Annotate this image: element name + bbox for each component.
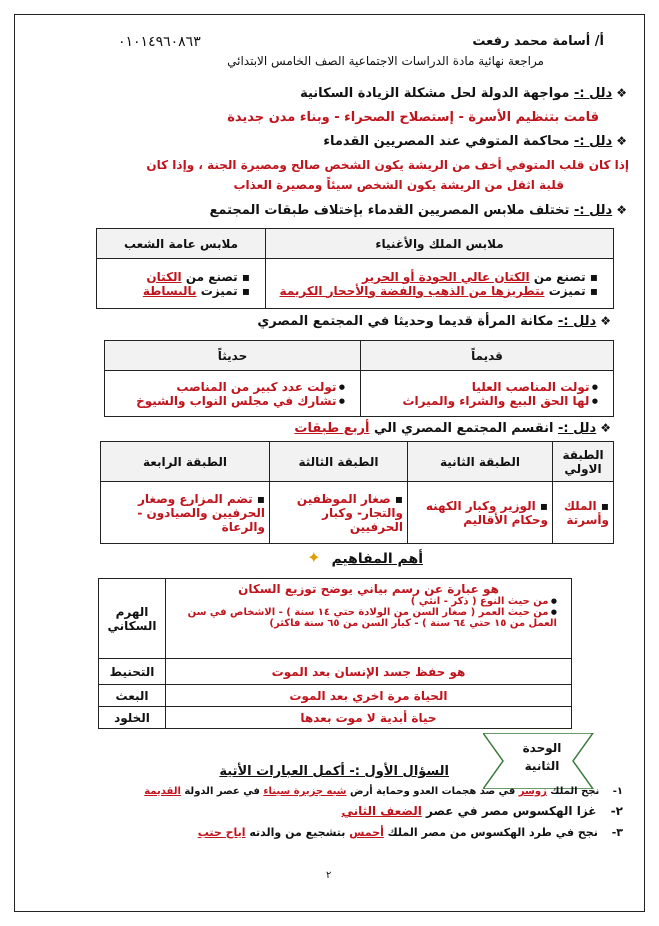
pyramid-definition: هو عبارة عن رسم بياني يوضح توزيع السكان <box>238 582 499 596</box>
clothes-header-kings: ملابس الملك والأغنياء <box>266 229 614 259</box>
question-3: ٣- نجح في طرد الهكسوس من مصر الملك أحمس بتشجيع من والدته اياح حتب <box>197 826 623 839</box>
mummy-definition: هو حفظ جسد الإنسان بعد الموت <box>166 659 572 685</box>
diamond-bullet-icon: ❖ <box>616 203 627 217</box>
teacher-name: أ/ أسامة محمد رفعت <box>472 34 604 49</box>
section1-prefix: دلل :- <box>573 86 613 101</box>
class3-cell: ▪ صغار الموظفين والتجار- وكبار الحرفيين <box>270 482 408 544</box>
page-number: ٢ <box>326 870 332 881</box>
diamond-bullet-icon: ❖ <box>616 134 627 148</box>
list-item: ● لها الحق البيع والشراء والميراث <box>362 394 598 408</box>
class2-header: الطبقة الثانية <box>408 442 553 482</box>
section5-question-text: انقسم المجتمع المصري الي <box>369 421 554 436</box>
question-2: ٢- غزا الهكسوس مصر في عصر الضعف الثاني <box>341 804 623 818</box>
class4-cell: ▪ تضم المزارع وصغار الحرفيين والصيادون - والرعاة <box>101 482 270 544</box>
compass-star-icon: ✦ <box>307 548 321 567</box>
section1-question <box>300 86 627 101</box>
class3-header: الطبقة الثالثة <box>270 442 408 482</box>
list-item: ● من حيث العمر ( صغار السن من الولادة حتي ١٤ سنة ) - الاشخاص في سن العمل من ١٥ حتي ٦٤ سنة ) - كبار السن من ٦٥ سنة فاكثر) <box>170 607 557 629</box>
section2-prefix: دلل :- <box>573 134 613 149</box>
women-new-cell <box>105 371 361 417</box>
list-item: ▪ تميزت بتطريزها من الذهب والفضة والأحجار الكريمة <box>267 284 598 298</box>
section2-answer-line2: قلبة اثقل من الريشة يكون الشخص سيئاً ومصيرة العذاب <box>233 178 564 192</box>
class1-header: الطبقة الاولي <box>553 442 614 482</box>
eternity-definition: حياة أبدية لا موت بعدها <box>166 707 572 729</box>
section3-prefix: دلل :- <box>573 203 613 218</box>
section4-prefix: دلل :- <box>557 314 597 329</box>
women-table <box>104 340 614 417</box>
class4-header: الطبقة الرابعة <box>101 442 270 482</box>
diamond-bullet-icon: ❖ <box>600 421 611 435</box>
list-item: ▪ تصنع من الكتان <box>98 270 250 284</box>
phone-number: ٠١٠١٤٩٦٠٨٦٣ <box>118 34 201 50</box>
question-2-number: ٢- <box>610 804 623 818</box>
section4-question <box>257 314 611 329</box>
section2-answer-line1: إذا كان قلب المتوفي أخف من الريشة يكون الشخص صالح ومصيرة الجنة ، وإذا كان <box>146 158 629 172</box>
list-item: ● تولت عدد كبير من المناصب <box>106 380 345 394</box>
section3-question <box>210 203 627 218</box>
question-1-number: ١- <box>612 786 623 797</box>
women-header-new: حديثاً <box>105 341 361 371</box>
section5-question-red: أربع طبقات <box>294 421 370 436</box>
section4-question-text: مكانة المرأة قديما وحديثا في المجتمع المصري <box>257 314 554 329</box>
eternity-term: الخلود <box>99 707 166 729</box>
resurrection-definition: الحياة مرة اخري بعد الموت <box>166 685 572 707</box>
section3-question-text: تختلف ملابس المصريين القدماء بإختلاف طبقات المجتمع <box>209 203 570 218</box>
section5-prefix: دلل :- <box>557 421 597 436</box>
women-old-cell <box>361 371 614 417</box>
list-item: ▪ تصنع من الكتان عالي الجودة أو الحرير <box>267 270 598 284</box>
unit2-label-box <box>483 733 601 789</box>
section2-question-text: محاكمة المتوفي عند المصريين القدماء <box>323 134 570 149</box>
resurrection-term: البعث <box>99 685 166 707</box>
list-item: ● تولت المناصب العليا <box>362 380 598 394</box>
list-item: ● من حيث النوع ( ذكر - انثي ) <box>170 596 557 607</box>
class2-cell: ▪ الوزير وكبار الكهنه وحكام الأقاليم <box>408 482 553 544</box>
pyramid-term: الهرم السكاني <box>99 579 166 659</box>
section1-question-text: مواجهة الدولة لحل مشكلة الزيادة السكانية <box>300 86 570 101</box>
list-item: ▪ تميزت بالبساطة <box>98 284 250 298</box>
unit2-label: الوحدة الثانية <box>522 741 562 773</box>
list-item: ● تشارك في مجلس النواب والشيوخ <box>106 394 345 408</box>
classes-table <box>100 441 614 544</box>
question-3-number: ٣- <box>611 826 623 839</box>
clothes-header-common: ملابس عامة الشعب <box>97 229 266 259</box>
mummy-term: التحنيط <box>99 659 166 685</box>
clothes-table <box>96 228 614 309</box>
class1-cell: ▪ الملك وأسرتة <box>553 482 614 544</box>
concepts-title: أهم المفاهيم ✦ <box>307 548 423 567</box>
section1-answer: قامت بتنظيم الأسرة - إستصلاح الصحراء - وبناء مدن جديدة <box>227 110 599 125</box>
clothes-kings-cell <box>266 259 614 309</box>
section5-question <box>294 421 611 436</box>
clothes-common-cell <box>97 259 266 309</box>
question-1: ١- نجح الملك زوسر في صد هجمات العدو وحماية أرض شبه جزيرة سيناء في عصر الدولة القديمة <box>144 786 623 797</box>
concepts-table <box>98 578 572 729</box>
page-subtitle: مراجعة نهائية مادة الدراسات الاجتماعية الصف الخامس الابتدائي <box>227 54 544 68</box>
diamond-bullet-icon: ❖ <box>616 86 627 100</box>
section2-question <box>323 134 627 149</box>
diamond-bullet-icon: ❖ <box>600 314 611 328</box>
pyramid-definition-cell <box>166 579 572 659</box>
women-header-old: قديماً <box>361 341 614 371</box>
question-title: السؤال الأول :- أكمل العبارات الأتية <box>219 764 449 779</box>
